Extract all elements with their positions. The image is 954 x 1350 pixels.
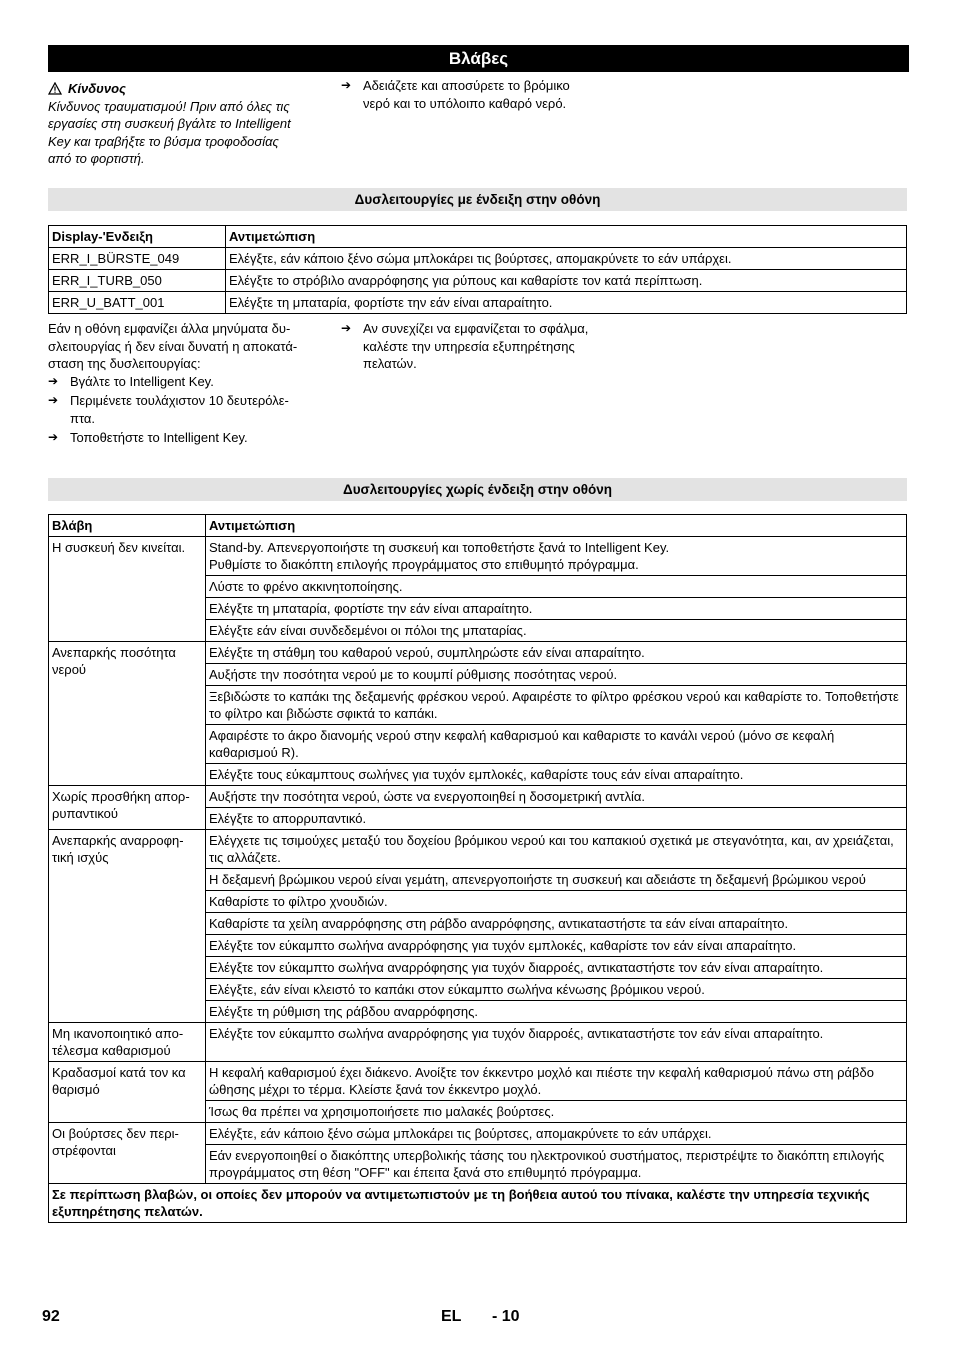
step-remove-key: ➔ Βγάλτε το Intelligent Key.	[48, 373, 214, 389]
table-row	[49, 642, 907, 664]
section-title-no-display-errors: Δυσλειτουργίες χωρίς ένδειξη στην οθόνη	[48, 478, 907, 501]
remedy-cell: Καθαρίστε το φίλτρο χνουδιών.	[206, 891, 907, 913]
table-row	[49, 1062, 907, 1101]
remedy-cell: Ελέγξτε τη μπαταρία, φορτίστε την εάν είναι απαραίτητο.	[206, 598, 907, 620]
table-row	[49, 1023, 907, 1062]
fault-cell: Οι βούρτσες δεν περι-στρέφονται	[49, 1123, 206, 1184]
fault-cell: Ανεπαρκής ποσότητα νερού	[49, 642, 206, 786]
remedy-cell: Ίσως θα πρέπει να χρησιμοποιήσετε πιο μαλακές βούρτσες.	[206, 1101, 907, 1123]
remedy-cell: Ξεβιδώστε το καπάκι της δεξαμενής φρέσκου νερού. Αφαιρέστε το φίλτρο φρέσκου νερού και καθαρίστε το. Τοποθετήστε το φίλτρο και βιδώστε σφικτά το καπάκι.	[206, 686, 907, 725]
remedy-cell: Εάν ενεργοποιηθεί ο διακόπτης υπερβολικής τάσης του ηλεκτρονικού συστήματος, περιστρέψτε το διακόπτη επιλογής προγράμματος στη θέση "OFF" και έπειτα ξανά στο επιθυμητό πρόγραμμα.	[206, 1145, 907, 1184]
remedy-cell: Η δεξαμενή βρώμικου νερού είναι γεμάτη, απενεργοποιήστε τη συσκευή και αδειάστε τη δεξαμενή βρώμικου νερού	[206, 869, 907, 891]
other-messages-text: Εάν η οθόνη εμφανίζει άλλα μηνύματα δυ- σλειτουργίας ή δεν είναι δυνατή η αποκατά- σταση της δυσλειτουργίας: ➔ Βγάλτε το Intelligent Key. ➔ Περιμένετε τουλάχιστον 10 δευτερόλε- πτα. ➔ Τοποθετήστε το Intelligent Key.	[48, 320, 333, 447]
remedy-cell: Ελέγξτε τη ρύθμιση της ράβδου αναρρόφησης.	[206, 1001, 907, 1023]
sub-page-number: - 10	[492, 1308, 520, 1325]
remedy-cell: Ελέγξτε εάν είναι συνδεδεμένοι οι πόλοι της μπαταρίας.	[206, 620, 907, 642]
page-number: 92	[42, 1308, 60, 1325]
remedy-cell: Ελέγξτε τη στάθμη του καθαρού νερού, συμπληρώστε εάν είναι απαραίτητο.	[206, 642, 907, 664]
table-footer-row: Σε περίπτωση βλαβών, οι οποίες δεν μπορούν να αντιμετωπιστούν με τη βοήθεια αυτού του πίνακα, καλέστε την υπηρεσία τεχνικής εξυπηρέτησης πελατών.	[49, 1184, 907, 1223]
table-header-row: Βλάβη Αντιμετώπιση	[49, 515, 907, 537]
language-code: EL	[441, 1308, 462, 1325]
table-row	[49, 537, 907, 576]
remedy-cell: Λύστε το φρένο ακκινητοποίησης.	[206, 576, 907, 598]
danger-notice	[48, 80, 328, 168]
section-title-display-errors: Δυσλειτουργίες με ένδειξη στην οθόνη	[48, 188, 907, 211]
remedy-cell: Αυξήστε την ποσότητα νερού, ώστε να ενεργοποιηθεί η δοσομετρική αντλία.	[206, 786, 907, 808]
fault-cell: Μη ικανοποιητικό απο-τέλεσμα καθαρισμού	[49, 1023, 206, 1062]
danger-heading: Κίνδυνος	[68, 81, 126, 96]
arrow-right-icon: ➔	[48, 430, 59, 444]
remedy-cell: Η κεφαλή καθαρισμού έχει διάκενο. Ανοίξτε τον έκκεντρο μοχλό και πιέστε την κεφαλή καθαρισμού πάνω στη ράβδο ώθησης μέχρι το τέρμα. Κλείστε ξανά τον έκκεντρο μοχλό.	[206, 1062, 907, 1101]
fault-cell: Χωρίς προσθήκη απορ-ρυπαντικού	[49, 786, 206, 830]
remedy-cell: Αφαιρέστε το άκρο διανομής νερού στην κεφαλή καθαρισμού και καθαριστε το κανάλι νερού (μόνο σε κεφαλή καθαρισμού R).	[206, 725, 907, 764]
remedy-cell: Καθαρίστε τα χείλη αναρρόφησης στη ράβδο αναρρόφησης, αντικαταστήστε τα εάν είναι απαραίτητο.	[206, 913, 907, 935]
remedy-cell: Αυξήστε την ποσότητα νερού με το κουμπί ρύθμισης ποσότητας νερού.	[206, 664, 907, 686]
arrow-right-icon: ➔	[341, 321, 352, 335]
remedy-cell: Ελέγξτε, εάν κάποιο ξένο σώμα μπλοκάρει τις βούρτσες, απομακρύνετε το εάν υπάρχει.	[206, 1123, 907, 1145]
table-row: ERR_I_TURB_050 Ελέγξτε το στρόβιλο αναρρόφησης για ρύπους και καθαρίστε τον κατά περίπτωση.	[49, 270, 907, 292]
remedy-cell: Ελέγξτε τον εύκαμπτο σωλήνα αναρρόφησης για τυχόν διαρροές, αντικαταστήστε τον εάν είναι απαραίτητο.	[206, 957, 907, 979]
table-header-row: Display-'Ενδειξη Αντιμετώπιση	[49, 226, 907, 248]
arrow-right-icon: ➔	[48, 393, 59, 407]
fault-cell: Κραδασμοί κατά τον κα θαρισμό	[49, 1062, 206, 1123]
page-title: Βλάβες	[48, 45, 909, 72]
remedy-cell: Ελέγξτε τον εύκαμπτο σωλήνα αναρρόφησης για τυχόν διαρροές, αντικαταστήστε τον εάν είναι απαραίτητο.	[206, 1023, 907, 1062]
drain-step: ➔ Αδειάζετε και αποσύρετε το βρόμικο νερό και το υπόλοιπο καθαρό νερό.	[341, 78, 570, 111]
table-row	[49, 1123, 907, 1145]
table-row	[49, 786, 907, 808]
step-wait: ➔ Περιμένετε τουλάχιστον 10 δευτερόλε- πτα.	[48, 393, 289, 426]
remedy-cell: Ελέγξτε το απορρυπαντικό.	[206, 808, 907, 830]
remedy-cell: Ελέγχετε τις τσιμούχες μεταξύ του δοχείου βρόμικου νερού και του καπακιού σχετικά με στεγανότητα, και, αν χρειάζεται, τις αλλάζετε.	[206, 830, 907, 869]
call-service-step: ➔ Αν συνεχίζει να εμφανίζεται το σφάλμα, καλέστε την υπηρεσία εξυπηρέτησης πελατών.	[341, 321, 589, 371]
table-row: ERR_I_BÜRSTE_049 Ελέγξτε, εάν κάποιο ξένο σώμα μπλοκάρει τις βούρτσες, απομακρύνετε το εάν υπάρχει.	[49, 248, 907, 270]
danger-text: Κίνδυνος τραυματισμού! Πριν από όλες τις εργασίες στη συσκευή βγάλτε το Intelligent Key και τραβήξτε το βύσμα τροφοδοσίας από το φορτιστή.	[48, 98, 291, 166]
table-row: ERR_U_BATT_001 Ελέγξτε τη μπαταρία, φορτίστε την εάν είναι απαραίτητο.	[49, 292, 907, 314]
warning-triangle-icon	[48, 82, 62, 95]
faults-table	[48, 514, 907, 1223]
fault-cell: Η συσκευή δεν κινείται.	[49, 537, 206, 642]
display-errors-table	[48, 225, 907, 314]
table-row	[49, 830, 907, 869]
remedy-cell: Ελέγξτε τους εύκαμπτους σωλήνες για τυχόν εμπλοκές, καθαρίστε τους εάν είναι απαραίτητο.	[206, 764, 907, 786]
arrow-right-icon: ➔	[48, 373, 59, 388]
remedy-cell: Ελέγξτε, εάν είναι κλειστό το καπάκι στον εύκαμπτο σωλήνα κένωσης βρόμικου νερού.	[206, 979, 907, 1001]
step-insert-key: ➔ Τοποθετήστε το Intelligent Key.	[48, 430, 248, 445]
remedy-cell: Stand-by. Απενεργοποιήστε τη συσκευή και τοποθετήστε ξανά το Intelligent Key. Ρυθμίστε το διακόπτη επιλογής προγράμματος στο επιθυμητό πρόγραμμα.	[206, 537, 907, 576]
arrow-right-icon: ➔	[341, 78, 352, 92]
remedy-cell: Ελέγξτε τον εύκαμπτο σωλήνα αναρρόφησης για τυχόν εμπλοκές, καθαρίστε τον εάν είναι απαραίτητο.	[206, 935, 907, 957]
fault-cell: Ανεπαρκής αναρροφη-τική ισχύς	[49, 830, 206, 1023]
